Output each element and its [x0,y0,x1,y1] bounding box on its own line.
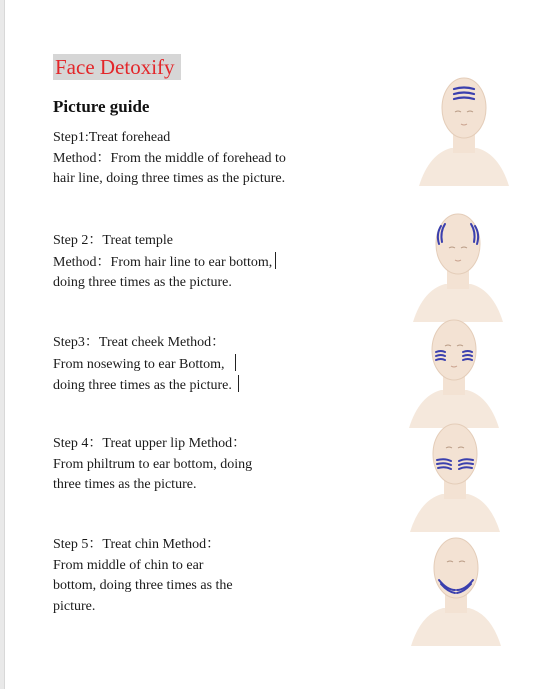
section-heading: Picture guide [53,97,150,116]
face-illustration-chin [401,536,511,646]
step-5-line-4: picture. [53,598,96,614]
text-cursor [238,375,239,392]
face-temple-svg [403,212,513,322]
step-2-line-3: doing three times as the picture. [53,275,232,290]
step-4-text [53,434,353,496]
face-chin-svg [401,536,511,646]
step-4-line-3: three times as the picture. [53,477,197,492]
step-4-line-2: From philtrum to ear bottom, doing [53,456,253,472]
face-forehead-svg [409,76,519,186]
face-cheek-svg [399,318,509,428]
step-3-line-3: doing three times as the picture. [53,375,353,397]
step-1-line-1: Step1:Treat forehead [53,130,171,145]
face-illustration-temple [403,212,513,322]
step-5-line-1: Step 5：Treat chin Method： [53,537,221,552]
step-4-line-1: Step 4：Treat upper lip Method： [53,436,247,451]
face-illustration-cheek [399,318,509,428]
step-1-text [53,128,353,190]
step-5-text [53,535,353,617]
text-cursor [235,354,236,371]
step-2-line-1: Step 2：Treat temple [53,233,174,248]
face-illustration-upper-lip [400,422,510,532]
step-3-text [53,333,353,397]
step-1-line-3: hair line, doing three times as the picture. [53,171,286,186]
step-3-line-1: Step3：Treat cheek Method： [53,335,226,350]
step-2-line-2: Method：From hair line to ear bottom, [53,252,353,274]
step-5-line-3: bottom, doing three times as the [53,578,233,593]
step-2-text [53,231,353,294]
step-5-line-2: From middle of chin to ear [53,557,204,573]
document-page [4,0,555,689]
page-title: Face Detoxify [53,54,181,80]
face-upper-lip-svg [400,422,510,532]
step-1-line-2: Method：From the middle of forehead to [53,150,286,166]
text-cursor [275,252,276,269]
face-illustration-forehead [409,76,519,186]
step-3-line-2: From nosewing to ear Bottom, [53,354,353,376]
